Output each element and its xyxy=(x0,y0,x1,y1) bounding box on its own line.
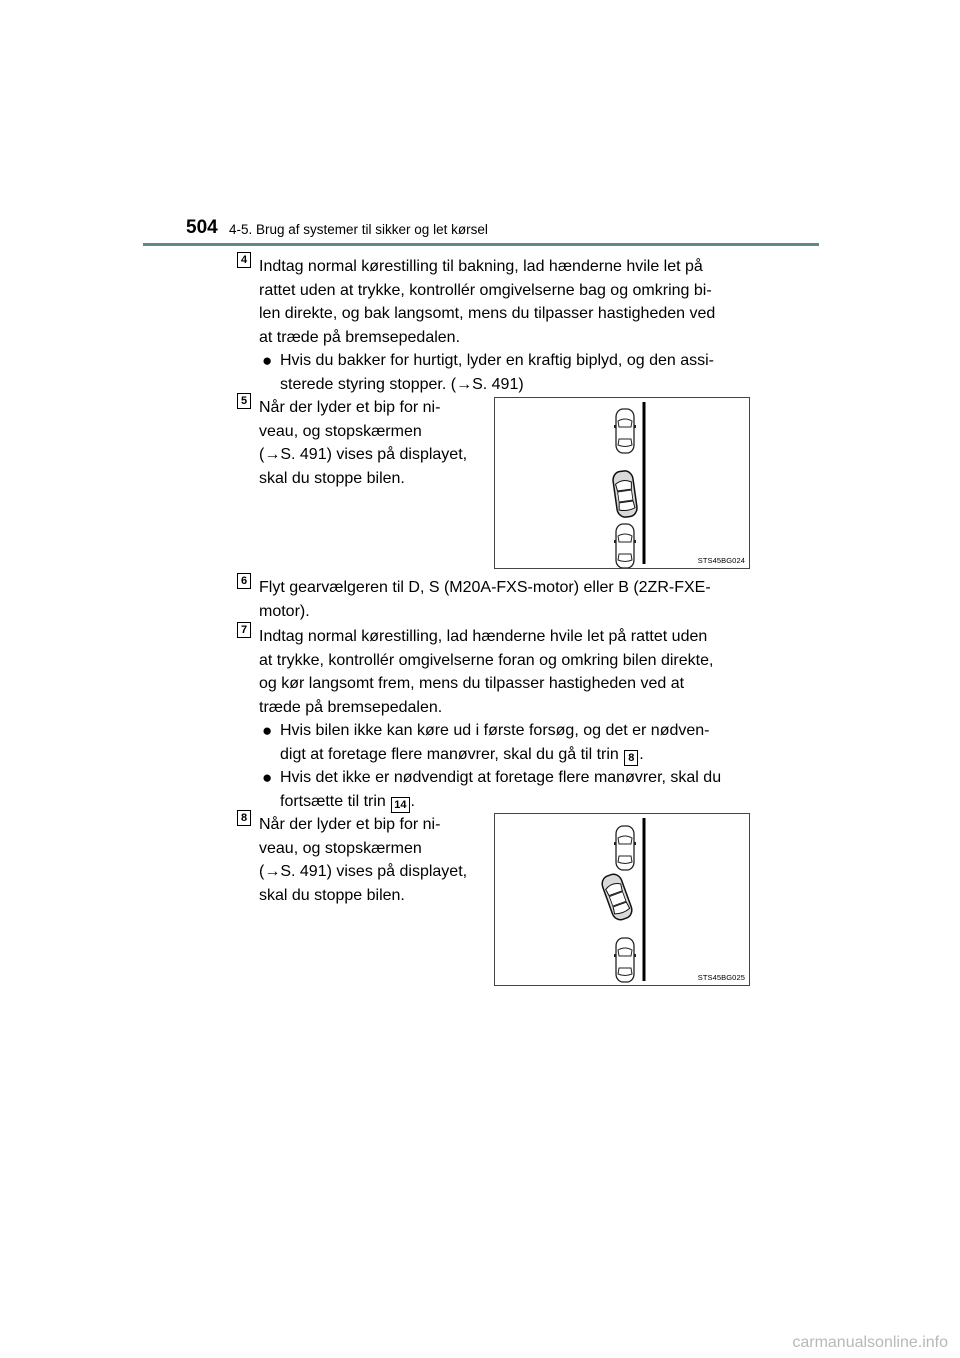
text-line: veau, og stopskærmen xyxy=(259,422,422,440)
text-line: skal du stoppe bilen. xyxy=(259,886,405,904)
parked-car-front xyxy=(614,826,636,870)
section-title: 4-5. Brug af systemer til sikker og let kørsel xyxy=(229,222,488,237)
step-4-bullet xyxy=(262,349,744,397)
parking-figure-2 xyxy=(494,813,750,986)
step-4-text xyxy=(259,255,744,349)
text-line: motor). xyxy=(259,602,310,620)
parked-car-rear xyxy=(614,938,636,982)
step-7-bullet-2 xyxy=(262,766,744,814)
text-line: sterede styring stopper. (→S. 491) xyxy=(280,375,524,393)
text-segment: . xyxy=(410,792,415,810)
bullet-icon: ● xyxy=(262,721,273,740)
bullet-text xyxy=(280,349,744,396)
step-5-text xyxy=(259,396,481,490)
text-line: veau, og stopskærmen xyxy=(259,839,422,857)
text-line: (→S. 491) vises på displayet, xyxy=(259,863,468,880)
own-car xyxy=(600,872,635,922)
text-line: at træde på bremsepedalen. xyxy=(259,328,461,346)
text-line: skal du stoppe bilen. xyxy=(259,469,405,487)
text-line xyxy=(280,743,744,767)
text-line: (→S. 491) vises på displayet, xyxy=(259,446,468,463)
page-number: 504 xyxy=(186,217,218,238)
parking-illustration xyxy=(495,814,749,985)
step-7-text xyxy=(259,625,744,719)
text-line: rattet uden at trykke, kontrollér omgivelserne bag og omkring bi- xyxy=(259,281,712,299)
step-reference-8[interactable]: 8 xyxy=(624,750,638,766)
watermark-text: carmanualsonline.info xyxy=(792,1334,948,1351)
text-line: Hvis du bakker for hurtigt, lyder en kraftig biplyd, og den assi- xyxy=(280,352,714,369)
bullet-text xyxy=(280,766,744,813)
header-rule xyxy=(143,243,819,246)
text-line: træde på bremsepedalen. xyxy=(259,698,443,716)
step-reference-14[interactable]: 14 xyxy=(391,797,409,813)
text-segment: digt at foretage flere manøvrer, skal du gå til trin xyxy=(280,745,619,763)
own-car xyxy=(612,470,638,518)
step-marker-6: 6 xyxy=(237,573,251,589)
text-line: Indtag normal kørestilling, lad hænderne hvile let på rattet uden xyxy=(259,628,708,645)
text-line: Hvis bilen ikke kan køre ud i første forsøg, og det er nødven- xyxy=(280,722,710,739)
bullet-icon: ● xyxy=(262,768,273,787)
text-segment: . xyxy=(639,745,644,763)
figure-code: STS45BG024 xyxy=(697,556,745,565)
step-7-bullet-1 xyxy=(262,719,744,767)
text-line: len direkte, og bak langsomt, mens du tilpasser hastigheden ved xyxy=(259,305,716,322)
parked-car-rear xyxy=(614,524,636,568)
text-segment: fortsætte til trin xyxy=(280,792,386,810)
step-marker-4: 4 xyxy=(237,252,251,268)
parked-car-front xyxy=(614,409,636,453)
text-line: Flyt gearvælgeren til D, S (M20A-FXS-motor) eller B (2ZR-FXE- xyxy=(259,579,711,596)
figure-code: STS45BG025 xyxy=(697,973,745,982)
text-line xyxy=(280,790,744,814)
text-line: og kør langsomt frem, mens du tilpasser hastigheden ved at xyxy=(259,675,685,692)
step-marker-5: 5 xyxy=(237,393,251,409)
text-line: Når der lyder et bip for ni- xyxy=(259,816,441,833)
step-marker-7: 7 xyxy=(237,622,251,638)
text-line: at trykke, kontrollér omgivelserne foran og omkring bilen direkte, xyxy=(259,651,714,669)
text-line: Indtag normal kørestilling til bakning, lad hænderne hvile let på xyxy=(259,258,703,275)
bullet-icon: ● xyxy=(262,351,273,370)
step-6-text xyxy=(259,576,744,623)
step-marker-8: 8 xyxy=(237,810,251,826)
text-line: Hvis det ikke er nødvendigt at foretage flere manøvrer, skal du xyxy=(280,769,722,786)
parking-illustration xyxy=(495,398,749,568)
step-8-text xyxy=(259,813,481,907)
bullet-text xyxy=(280,719,744,766)
parking-figure-1 xyxy=(494,397,750,569)
text-line: Når der lyder et bip for ni- xyxy=(259,399,441,416)
